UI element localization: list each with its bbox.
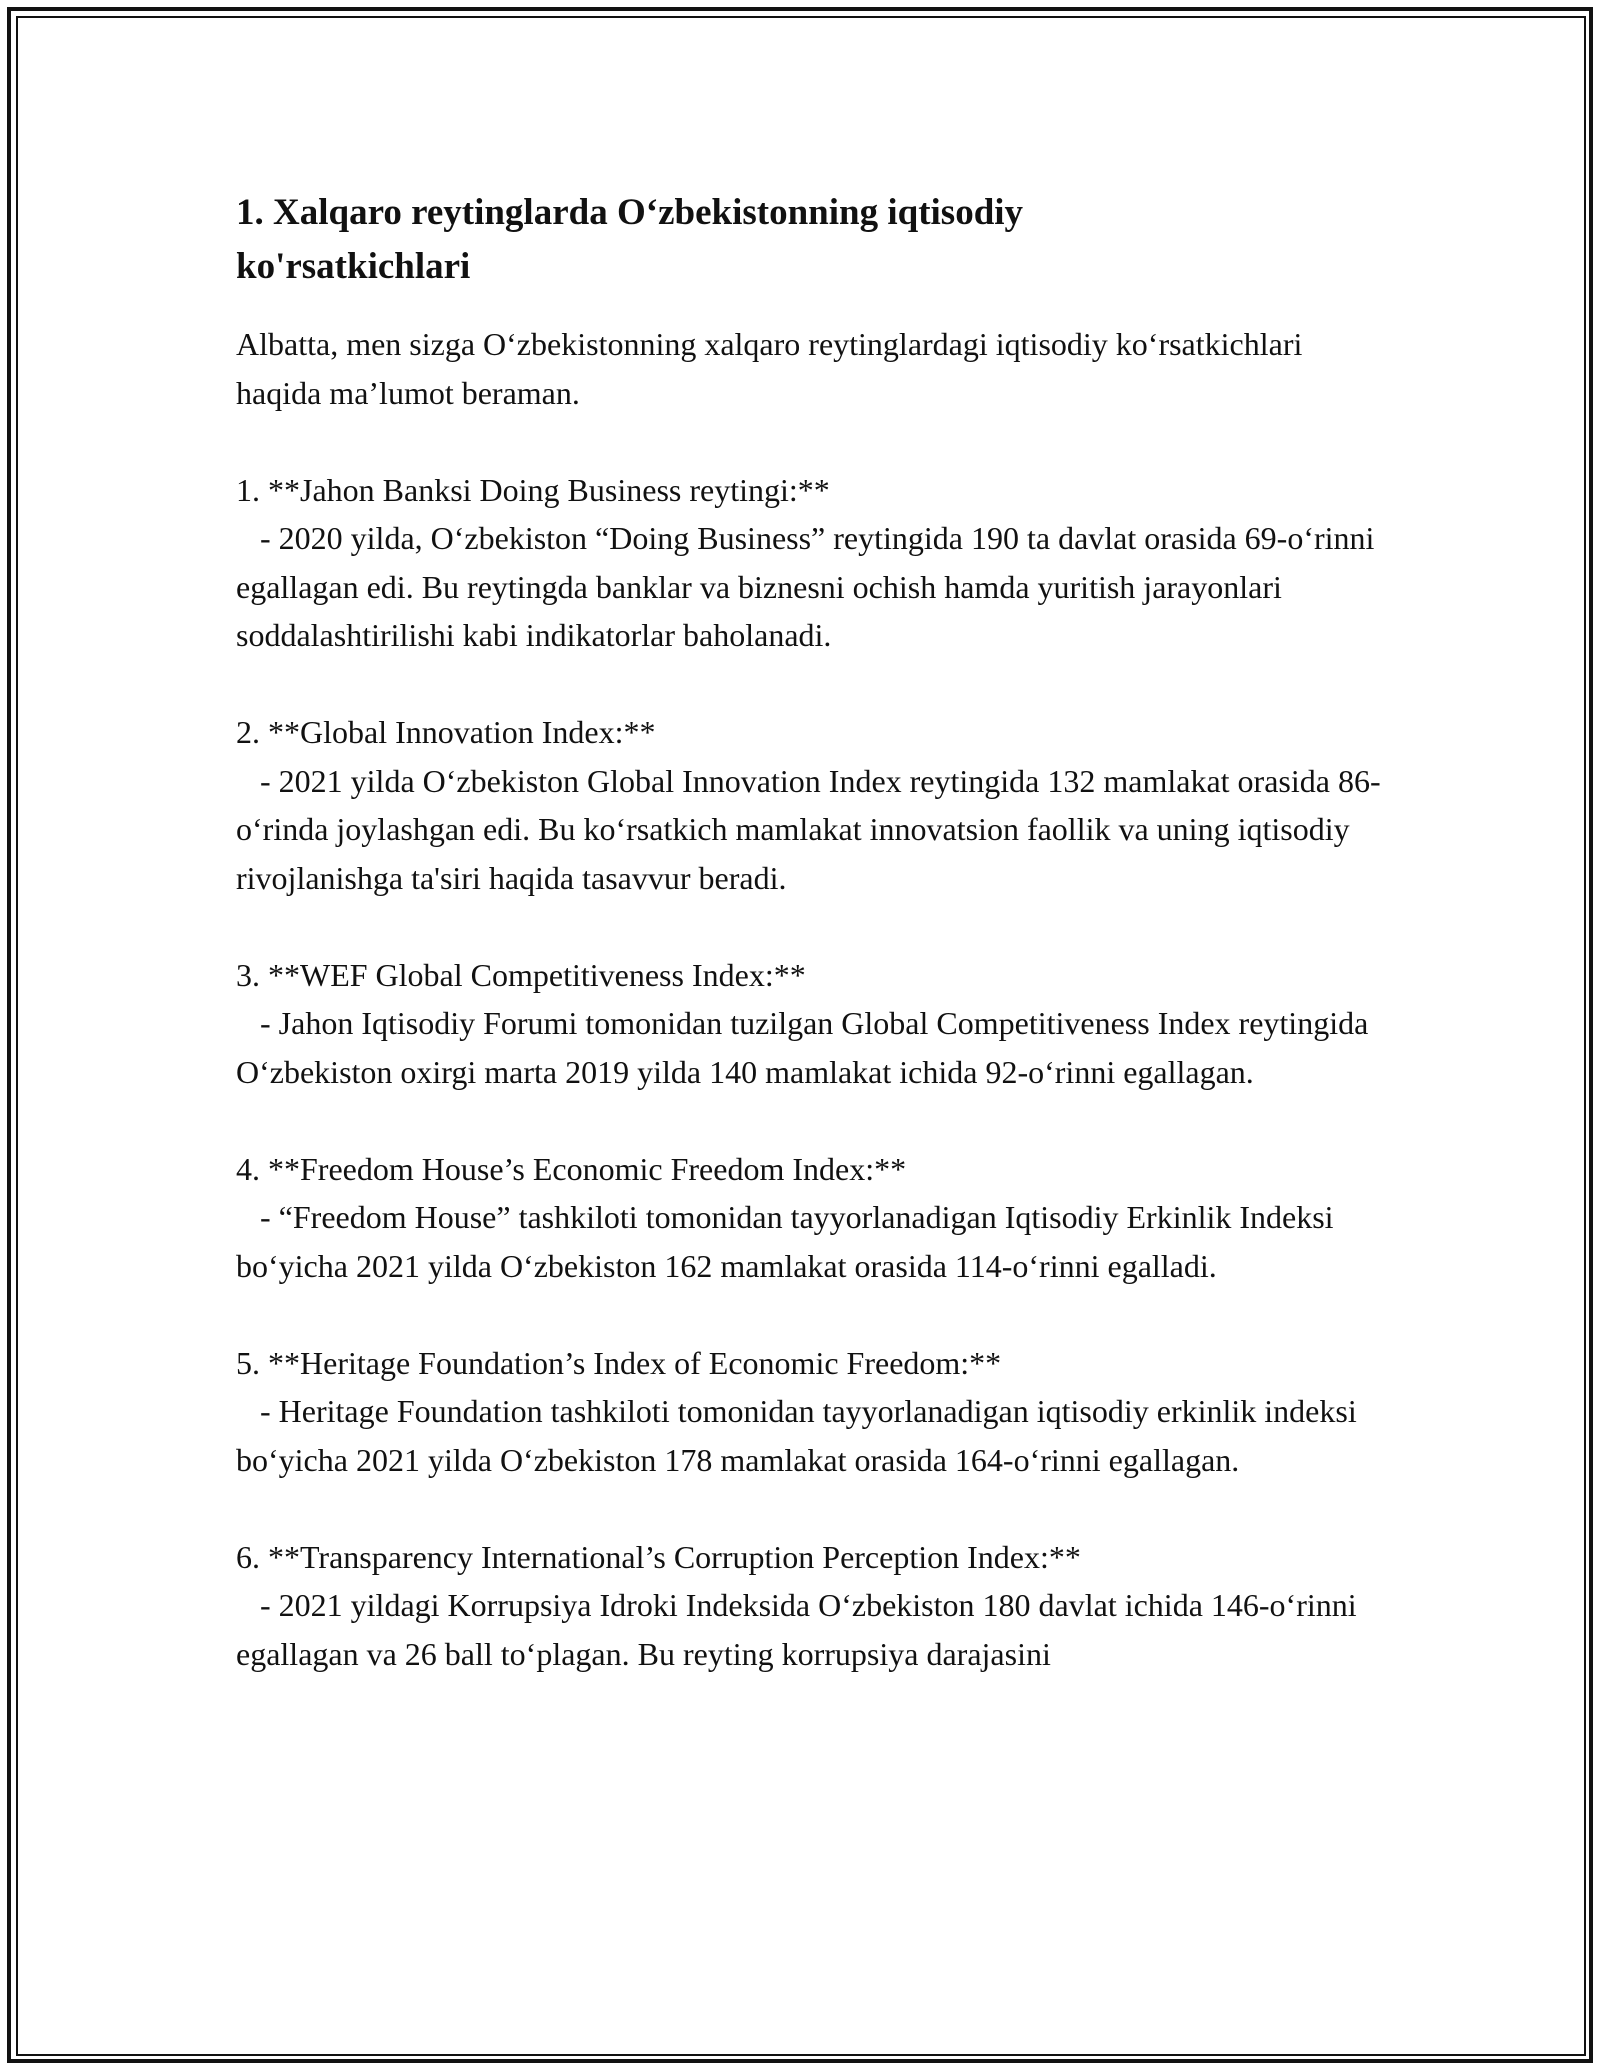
list-item-body: - 2021 yilda O‘zbekiston Global Innovation Index reytingida 132 mamlakat orasida 86-o‘rinda joylashgan edi. Bu ko‘rsatkich mamlakat innovatsion faollik va uning iqtisodiy rivojlanishga ta'siri haqida tasavvur beradi. <box>236 762 1381 896</box>
list-item-heading: 6. **Transparency International’s Corruption Perception Index:** <box>236 1538 1081 1575</box>
list-item-body: - Jahon Iqtisodiy Forumi tomonidan tuzilgan Global Competitiveness Index reytingida O‘zbekiston oxirgi marta 2019 yilda 140 mamlakat ichida 92-o‘rinni egallagan. <box>236 1005 1377 1090</box>
list-item-body: - 2021 yildagi Korrupsiya Idroki Indeksida O‘zbekiston 180 davlat ichida 146-o‘rinni egallagan va 26 ball to‘plagan. Bu reyting korrupsiya darajasini <box>236 1587 1365 1672</box>
list-item <box>236 466 1386 660</box>
list-item-heading: 2. **Global Innovation Index:** <box>236 714 656 750</box>
list-item <box>236 1339 1386 1485</box>
list-item-body: - “Freedom House” tashkiloti tomonidan tayyorlanadigan Iqtisodiy Erkinlik Indeksi bo‘yicha 2021 yilda O‘zbekiston 162 mamlakat orasida 114-o‘rinni egalladi. <box>236 1199 1342 1284</box>
list-item <box>236 708 1386 902</box>
document-content <box>236 186 1386 1727</box>
document-title: 1. Xalqaro reytinglarda O‘zbekistonning iqtisodiy ko'rsatkichlari <box>236 192 1024 287</box>
list-item-body: - 2020 yilda, O‘zbekiston “Doing Business” reytingida 190 ta davlat orasida 69-o‘rinni egallagan edi. Bu reytingda banklar va biznesni ochish hamda yuritish jarayonlari soddalashtirilishi kabi indikatorlar baholanadi. <box>236 520 1383 653</box>
list-item <box>236 1533 1386 1679</box>
list-item-heading: 4. **Freedom House’s Economic Freedom Index:** <box>236 1150 907 1187</box>
list-item <box>236 1145 1386 1291</box>
list-item <box>236 951 1386 1097</box>
list-item-heading: 1. **Jahon Banksi Doing Business reytingi:** <box>236 471 830 508</box>
list-item-body: - Heritage Foundation tashkiloti tomonidan tayyorlanadigan iqtisodiy erkinlik indeksi bo‘yicha 2021 yilda O‘zbekiston 178 mamlakat orasida 164-o‘rinni egallagan. <box>236 1393 1365 1478</box>
list-item-heading: 3. **WEF Global Competitiveness Index:** <box>236 956 806 993</box>
list-item-heading: 5. **Heritage Foundation’s Index of Economic Freedom:** <box>236 1344 1002 1381</box>
intro-paragraph: Albatta, men sizga O‘zbekistonning xalqaro reytinglardagi iqtisodiy ko‘rsatkichlari haqida ma’lumot beraman. <box>236 326 1303 411</box>
